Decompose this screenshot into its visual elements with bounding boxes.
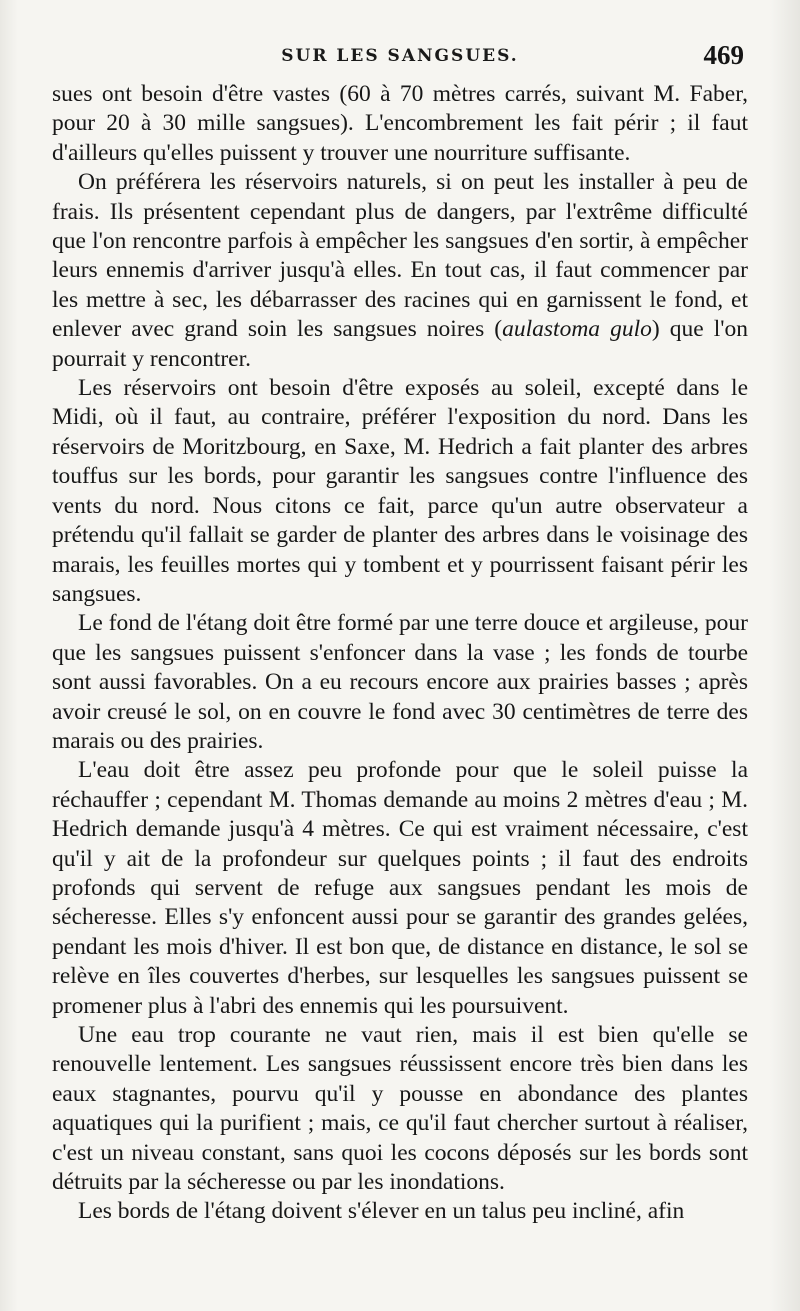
species-name: aulastoma gulo	[502, 316, 652, 343]
paragraph-2: On préférera les réservoirs naturels, si on peut les installer à peu de frais. Ils présentent cependant plus de dangers, par l'extrême difficulté que l'on rencontre parfois à empêcher les sangsues d'en sortir, à empêcher leurs ennemis d'arriver jusqu'à elles. En tout cas, il faut commencer par les mettre à sec, les débarrasser des racines qui en garnissent le fond, et enlever avec grand soin les sangsues noires (aulastoma gulo) que l'on pourrait y rencontrer.	[52, 169, 748, 372]
paragraph-5: L'eau doit être assez peu profonde pour que le soleil puisse la réchauffer ; cependant M. Thomas demande au moins 2 mètres d'eau ; M. Hedrich demande jusqu'à 4 mètres. Ce qui est vraiment nécessaire, c'est qu'il y ait de la profondeur sur quelques points ; il faut des endroits profonds qui servent de refuge aux sangsues pendant les mois de sécheresse. Elles s'y enfoncent aussi pour se garantir des grandes gelées, pendant les mois d'hiver. Il est bon que, de distance en distance, le sol se relève en îles couvertes d'herbes, sur lesquelles les sangsues puissent se promener plus à l'abri des ennemis qui les poursuivent.	[52, 757, 748, 1019]
paragraph-2-tail: que l'on pourrait y rencontrer.	[52, 316, 748, 372]
body-text	[52, 80, 748, 1227]
paragraph-7: Les bords de l'étang doivent s'élever en un talus peu incliné, afin	[78, 1198, 685, 1225]
paragraph-4: Le fond de l'étang doit être formé par une terre douce et argileuse, pour que les sangsues puissent s'enfoncer dans la vase ; les fonds de tourbe sont aussi favorables. On a eu recours encore aux prairies basses ; après avoir creusé le sol, on en couvre le fond avec 30 centimètres de terre des marais ou des prairies.	[52, 610, 748, 754]
page-number: 469	[703, 40, 744, 70]
paragraph-1: sues ont besoin d'être vastes (60 à 70 mètres carrés, suivant M. Faber, pour 20 à 30 mille sangsues). L'encombrement les fait périr ; il faut d'ailleurs qu'elles puissent y trouver une nourriture suffisante.	[52, 81, 748, 166]
paragraph-2-main: On préférera les réservoirs naturels, si on peut les installer à peu de frais. Ils présentent cependant plus de dangers, par l'extrême difficulté que l'on rencontre parfois à empêcher les sangsues d'en sortir, à empêcher leurs ennemis d'arriver jusqu'à elles. En tout cas, il faut commencer par les mettre à sec, les débarrasser des racines qui en garnissent le fond, et enlever avec grand soin les sangsues noires	[52, 169, 748, 343]
paragraph-6: Une eau trop courante ne vaut rien, mais il est bien qu'elle se renouvelle lentement. Les sangsues réussissent encore très bien dans les eaux stagnantes, pourvu qu'il y pousse en abondance des plantes aquatiques qui la purifient ; mais, ce qu'il faut chercher surtout à réaliser, c'est un niveau constant, sans quoi les cocons déposés sur les bords sont détruits par la sécheresse ou par les inondations.	[52, 1022, 748, 1196]
page-header	[52, 42, 748, 76]
paragraph-3: Les réservoirs ont besoin d'être exposés au soleil, excepté dans le Midi, où il faut, au contraire, préférer l'exposition du nord. Dans les réservoirs de Moritzbourg, en Saxe, M. Hedrich a fait planter des arbres touffus sur les bords, pour garantir les sangsues contre l'influence des vents du nord. Nous citons ce fait, parce qu'un autre observateur a prétendu qu'il fallait se garder de planter des arbres dans le voisinage des marais, les feuilles mortes qui y tombent et y pourrissent faisant périr les sangsues.	[52, 375, 748, 607]
running-title: SUR LES SANGSUES.	[281, 46, 519, 66]
